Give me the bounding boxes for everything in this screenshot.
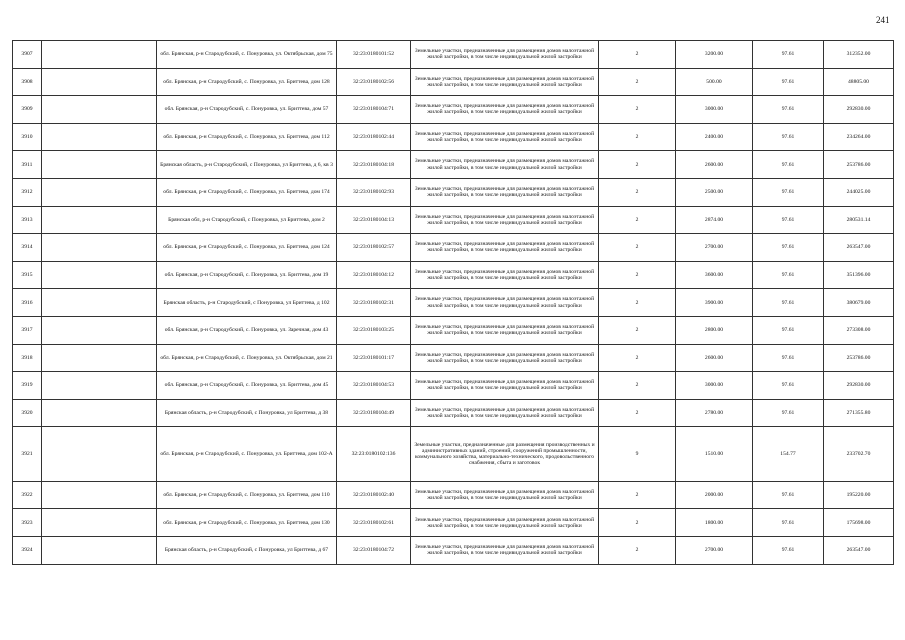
table-row <box>13 151 894 179</box>
blank-cell <box>42 509 157 537</box>
group-cell: 2 <box>599 68 676 96</box>
blank-cell <box>42 399 157 427</box>
cadastral-number-cell: 32:23:0180104:18 <box>337 151 411 179</box>
rate-cell: 97.61 <box>753 68 824 96</box>
land-purpose-cell: Земельные участки, предназначенные для размещения домов малоэтажной жилой застройки, в том числе индивидуальной жилой застройки <box>411 261 599 289</box>
land-purpose-cell: Земельные участки, предназначенные для размещения домов малоэтажной жилой застройки, в том числе индивидуальной жилой застройки <box>411 206 599 234</box>
cadastral-number-cell: 32:23:0180102:136 <box>337 427 411 482</box>
cadastral-value-cell: 273308.00 <box>824 316 894 344</box>
table-row <box>13 178 894 206</box>
land-purpose-cell: Земельные участки, предназначенные для размещения домов малоэтажной жилой застройки, в том числе индивидуальной жилой застройки <box>411 68 599 96</box>
group-cell: 2 <box>599 289 676 317</box>
land-purpose-cell: Земельные участки, предназначенные для размещения домов малоэтажной жилой застройки, в том числе индивидуальной жилой застройки <box>411 96 599 124</box>
address-cell: обл. Брянская, р-н Стародубский, с. Понуровка, ул. Октябрьская, дом 75 <box>157 41 337 69</box>
rate-cell: 97.61 <box>753 537 824 565</box>
cadastral-value-cell: 312352.00 <box>824 41 894 69</box>
row-number-cell: 3913 <box>13 206 42 234</box>
land-plot-table <box>12 40 894 565</box>
blank-cell <box>42 427 157 482</box>
cadastral-value-cell: 292830.00 <box>824 96 894 124</box>
row-number-cell: 3909 <box>13 96 42 124</box>
rate-cell: 97.61 <box>753 509 824 537</box>
table-row <box>13 344 894 372</box>
cadastral-value-cell: 253786.00 <box>824 151 894 179</box>
blank-cell <box>42 178 157 206</box>
land-purpose-cell: Земельные участки, предназначенные для размещения домов малоэтажной жилой застройки, в том числе индивидуальной жилой застройки <box>411 372 599 400</box>
cadastral-number-cell: 32:23:0180104:13 <box>337 206 411 234</box>
rate-cell: 97.61 <box>753 344 824 372</box>
cadastral-number-cell: 32:23:0180103:25 <box>337 316 411 344</box>
address-cell: обл. Брянская, р-н Стародубский, с. Понуровка, ул. Бриттева, дом 174 <box>157 178 337 206</box>
cadastral-value-cell: 263547.00 <box>824 234 894 262</box>
cadastral-number-cell: 32:23:0180104:71 <box>337 96 411 124</box>
blank-cell <box>42 261 157 289</box>
address-cell: Брянская обл, р-н Стародубский, с Понуровка, ул Бриттева, дом 2 <box>157 206 337 234</box>
group-cell: 2 <box>599 206 676 234</box>
address-cell: обл. Брянская, р-н Стародубский, с. Понуровка, ул. Бриттева, дом 112 <box>157 123 337 151</box>
land-purpose-cell: Земельные участки, предназначенные для размещения домов малоэтажной жилой застройки, в том числе индивидуальной жилой застройки <box>411 41 599 69</box>
cadastral-number-cell: 32:23:0180104:49 <box>337 399 411 427</box>
cadastral-number-cell: 32:23:0180102:93 <box>337 178 411 206</box>
table-row <box>13 399 894 427</box>
rate-cell: 97.61 <box>753 372 824 400</box>
table-row <box>13 509 894 537</box>
table-row <box>13 96 894 124</box>
blank-cell <box>42 151 157 179</box>
page-number: 241 <box>876 15 890 25</box>
group-cell: 2 <box>599 261 676 289</box>
table-row <box>13 41 894 69</box>
area-cell: 500.00 <box>676 68 753 96</box>
rate-cell: 97.61 <box>753 123 824 151</box>
address-cell: обл. Брянская, р-н Стародубский, с. Понуровка, ул. Бриттева, дом 45 <box>157 372 337 400</box>
area-cell: 3600.00 <box>676 261 753 289</box>
address-cell: Брянская область, р-н Стародубский, с Понуровка, ул Бриттева, д 67 <box>157 537 337 565</box>
table-row <box>13 316 894 344</box>
group-cell: 2 <box>599 399 676 427</box>
land-purpose-cell: Земельные участки, предназначенные для размещения домов малоэтажной жилой застройки, в том числе индивидуальной жилой застройки <box>411 344 599 372</box>
area-cell: 2780.00 <box>676 399 753 427</box>
cadastral-value-cell: 195220.00 <box>824 481 894 509</box>
land-purpose-cell: Земельные участки, предназначенные для размещения производственных и административных зданий, строений, сооружений промышленности, коммунального хозяйства, материально-технического, продовольственного снабжения, сбыта и заготовок <box>411 427 599 482</box>
area-cell: 3200.00 <box>676 41 753 69</box>
cadastral-value-cell: 244025.00 <box>824 178 894 206</box>
cadastral-value-cell: 263547.00 <box>824 537 894 565</box>
land-purpose-cell: Земельные участки, предназначенные для размещения домов малоэтажной жилой застройки, в том числе индивидуальной жилой застройки <box>411 481 599 509</box>
blank-cell <box>42 316 157 344</box>
cadastral-number-cell: 32:23:0180102:31 <box>337 289 411 317</box>
row-number-cell: 3908 <box>13 68 42 96</box>
cadastral-number-cell: 32:23:0180104:72 <box>337 537 411 565</box>
cadastral-number-cell: 32:23:0180101:52 <box>337 41 411 69</box>
group-cell: 2 <box>599 372 676 400</box>
cadastral-number-cell: 32:23:0180102:61 <box>337 509 411 537</box>
row-number-cell: 3917 <box>13 316 42 344</box>
group-cell: 2 <box>599 178 676 206</box>
row-number-cell: 3907 <box>13 41 42 69</box>
group-cell: 9 <box>599 427 676 482</box>
group-cell: 2 <box>599 481 676 509</box>
row-number-cell: 3912 <box>13 178 42 206</box>
row-number-cell: 3922 <box>13 481 42 509</box>
table-row <box>13 481 894 509</box>
row-number-cell: 3916 <box>13 289 42 317</box>
table-row <box>13 427 894 482</box>
row-number-cell: 3915 <box>13 261 42 289</box>
area-cell: 3900.00 <box>676 289 753 317</box>
address-cell: обл. Брянская, р-н Стародубский, с. Понуровка, ул. Заречная, дом 43 <box>157 316 337 344</box>
rate-cell: 97.61 <box>753 261 824 289</box>
land-purpose-cell: Земельные участки, предназначенные для размещения домов малоэтажной жилой застройки, в том числе индивидуальной жилой застройки <box>411 178 599 206</box>
address-cell: Брянская область, р-н Стародубский, с Понуровка, ул Бриттева, д 38 <box>157 399 337 427</box>
blank-cell <box>42 372 157 400</box>
area-cell: 3000.00 <box>676 372 753 400</box>
blank-cell <box>42 123 157 151</box>
address-cell: обл. Брянская, р-н Стародубский, с. Понуровка, ул. Октябрьская, дом 21 <box>157 344 337 372</box>
group-cell: 2 <box>599 151 676 179</box>
blank-cell <box>42 289 157 317</box>
table-row <box>13 123 894 151</box>
cadastral-value-cell: 175698.00 <box>824 509 894 537</box>
row-number-cell: 3923 <box>13 509 42 537</box>
rate-cell: 97.61 <box>753 316 824 344</box>
cadastral-number-cell: 32:23:0180102:57 <box>337 234 411 262</box>
land-purpose-cell: Земельные участки, предназначенные для размещения домов малоэтажной жилой застройки, в том числе индивидуальной жилой застройки <box>411 316 599 344</box>
cadastral-value-cell: 234264.00 <box>824 123 894 151</box>
rate-cell: 97.61 <box>753 481 824 509</box>
area-cell: 3000.00 <box>676 96 753 124</box>
row-number-cell: 3924 <box>13 537 42 565</box>
cadastral-number-cell: 32:23:0180101:17 <box>337 344 411 372</box>
table-row <box>13 289 894 317</box>
address-cell: обл. Брянская, р-н Стародубский, с. Понуровка, ул. Бриттева, дом 124 <box>157 234 337 262</box>
rate-cell: 97.61 <box>753 399 824 427</box>
area-cell: 2874.00 <box>676 206 753 234</box>
table-row <box>13 234 894 262</box>
area-cell: 2600.00 <box>676 151 753 179</box>
row-number-cell: 3919 <box>13 372 42 400</box>
table-row <box>13 261 894 289</box>
blank-cell <box>42 206 157 234</box>
group-cell: 2 <box>599 344 676 372</box>
cadastral-value-cell: 380679.00 <box>824 289 894 317</box>
land-purpose-cell: Земельные участки, предназначенные для размещения домов малоэтажной жилой застройки, в том числе индивидуальной жилой застройки <box>411 234 599 262</box>
group-cell: 2 <box>599 316 676 344</box>
address-cell: Брянская область, р-н Стародубский, с Понуровка, ул Бриттева, д 6, кв 3 <box>157 151 337 179</box>
group-cell: 2 <box>599 234 676 262</box>
row-number-cell: 3914 <box>13 234 42 262</box>
address-cell: обл. Брянская, р-н Стародубский, с. Понуровка, ул. Бриттева, дом 110 <box>157 481 337 509</box>
blank-cell <box>42 41 157 69</box>
table-row <box>13 206 894 234</box>
address-cell: обл. Брянская, р-н Стародубский, с. Понуровка, ул. Бриттева, дом 57 <box>157 96 337 124</box>
address-cell: Брянская область, р-н Стародубский, с Понуровка, ул Бриттева, д 102 <box>157 289 337 317</box>
group-cell: 2 <box>599 96 676 124</box>
cadastral-value-cell: 292830.00 <box>824 372 894 400</box>
land-purpose-cell: Земельные участки, предназначенные для размещения домов малоэтажной жилой застройки, в том числе индивидуальной жилой застройки <box>411 537 599 565</box>
land-purpose-cell: Земельные участки, предназначенные для размещения домов малоэтажной жилой застройки, в том числе индивидуальной жилой застройки <box>411 399 599 427</box>
land-purpose-cell: Земельные участки, предназначенные для размещения домов малоэтажной жилой застройки, в том числе индивидуальной жилой застройки <box>411 123 599 151</box>
group-cell: 2 <box>599 509 676 537</box>
group-cell: 2 <box>599 123 676 151</box>
land-purpose-cell: Земельные участки, предназначенные для размещения домов малоэтажной жилой застройки, в том числе индивидуальной жилой застройки <box>411 151 599 179</box>
rate-cell: 97.61 <box>753 206 824 234</box>
area-cell: 1800.00 <box>676 509 753 537</box>
cadastral-value-cell: 271355.80 <box>824 399 894 427</box>
rate-cell: 97.61 <box>753 96 824 124</box>
blank-cell <box>42 68 157 96</box>
row-number-cell: 3921 <box>13 427 42 482</box>
address-cell: обл. Брянская, р-н Стародубский, с. Понуровка, ул. Бриттева, дом 128 <box>157 68 337 96</box>
cadastral-number-cell: 32:23:0180102:56 <box>337 68 411 96</box>
group-cell: 2 <box>599 41 676 69</box>
address-cell: обл. Брянская, р-н Стародубский, с. Понуровка, ул. Бриттева, дом 130 <box>157 509 337 537</box>
row-number-cell: 3918 <box>13 344 42 372</box>
cadastral-value-cell: 253786.00 <box>824 344 894 372</box>
blank-cell <box>42 344 157 372</box>
area-cell: 2700.00 <box>676 537 753 565</box>
row-number-cell: 3910 <box>13 123 42 151</box>
land-purpose-cell: Земельные участки, предназначенные для размещения домов малоэтажной жилой застройки, в том числе индивидуальной жилой застройки <box>411 509 599 537</box>
cadastral-value-cell: 280531.14 <box>824 206 894 234</box>
rate-cell: 97.61 <box>753 41 824 69</box>
rate-cell: 97.61 <box>753 178 824 206</box>
cadastral-number-cell: 32:23:0180102:44 <box>337 123 411 151</box>
cadastral-number-cell: 32:23:0180102:40 <box>337 481 411 509</box>
cadastral-value-cell: 233702.70 <box>824 427 894 482</box>
area-cell: 2000.00 <box>676 481 753 509</box>
rate-cell: 154.77 <box>753 427 824 482</box>
area-cell: 2800.00 <box>676 316 753 344</box>
blank-cell <box>42 481 157 509</box>
rate-cell: 97.61 <box>753 234 824 262</box>
cadastral-value-cell: 48805.00 <box>824 68 894 96</box>
blank-cell <box>42 537 157 565</box>
address-cell: обл. Брянская, р-н Стародубский, с. Понуровка, ул. Бриттева, дом 19 <box>157 261 337 289</box>
row-number-cell: 3911 <box>13 151 42 179</box>
row-number-cell: 3920 <box>13 399 42 427</box>
area-cell: 1510.00 <box>676 427 753 482</box>
area-cell: 2600.00 <box>676 344 753 372</box>
cadastral-value-cell: 351396.00 <box>824 261 894 289</box>
table-row <box>13 537 894 565</box>
table-row <box>13 372 894 400</box>
cadastral-number-cell: 32:23:0180104:12 <box>337 261 411 289</box>
rate-cell: 97.61 <box>753 289 824 317</box>
land-purpose-cell: Земельные участки, предназначенные для размещения домов малоэтажной жилой застройки, в том числе индивидуальной жилой застройки <box>411 289 599 317</box>
area-cell: 2700.00 <box>676 234 753 262</box>
area-cell: 2400.00 <box>676 123 753 151</box>
area-cell: 2500.00 <box>676 178 753 206</box>
group-cell: 2 <box>599 537 676 565</box>
table-row <box>13 68 894 96</box>
rate-cell: 97.61 <box>753 151 824 179</box>
address-cell: обл. Брянская, р-н Стародубский, с. Понуровка, ул. Бриттева, дом 102-А <box>157 427 337 482</box>
cadastral-number-cell: 32:23:0180104:53 <box>337 372 411 400</box>
blank-cell <box>42 234 157 262</box>
blank-cell <box>42 96 157 124</box>
